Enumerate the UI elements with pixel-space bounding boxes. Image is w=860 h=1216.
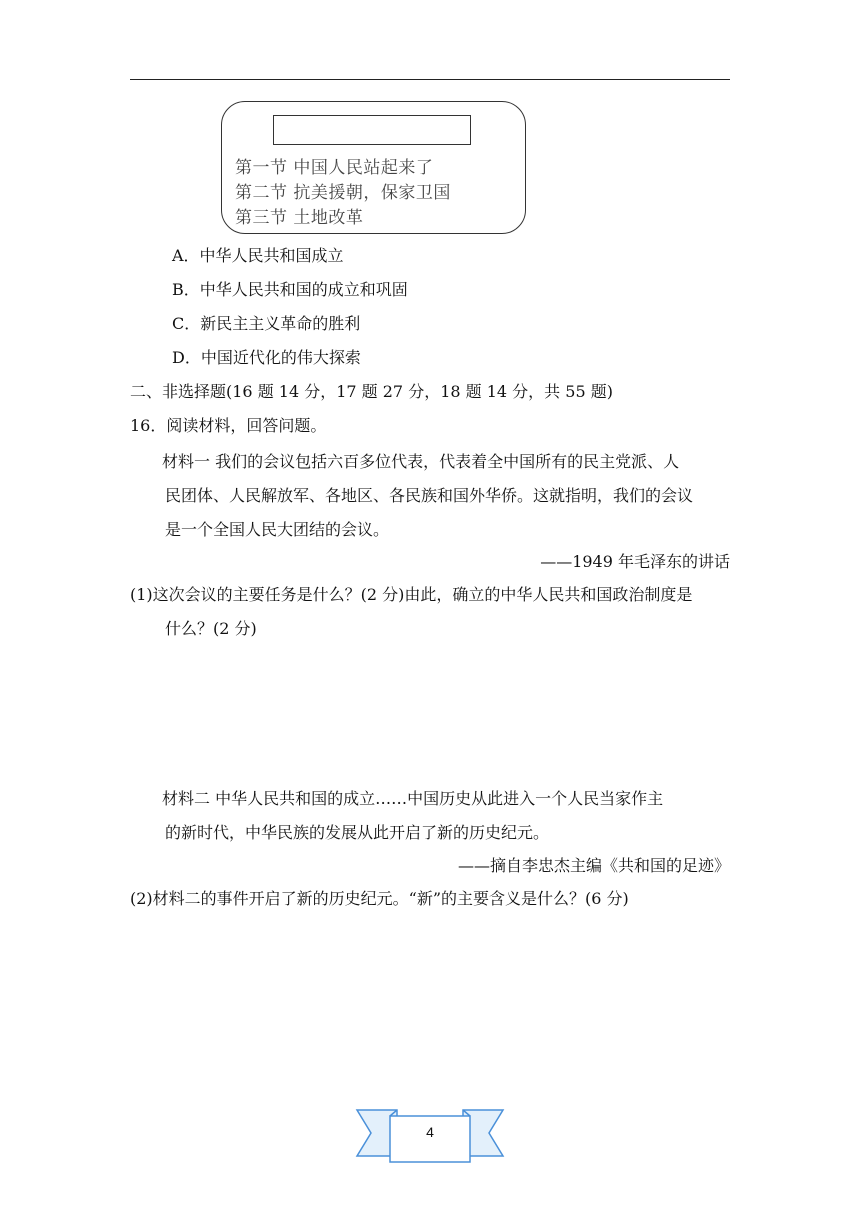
option-b: B．中华人民共和国的成立和巩固 [172,280,408,299]
section-header: 二、非选择题(16 题 14 分，17 题 27 分，18 题 14 分，共 55 题) [130,382,613,401]
subquestion-1-line-1: (1)这次会议的主要任务是什么？(2 分)由此，确立的中华人民共和国政治制度是 [130,585,693,604]
material-2-line-1: 材料二 中华人民共和国的成立……中国历史从此进入一个人民当家作主 [162,789,664,808]
material-2-source: ——摘自李忠杰主编《共和国的足迹》 [457,856,730,875]
material-1-line-3: 是一个全国人民大团结的会议。 [165,520,390,539]
material-2-line-2: 的新时代，中华民族的发展从此开启了新的历史纪元。 [165,823,550,842]
outline-section-3: 第三节 土地改革 [235,208,364,228]
option-c: C．新民主主义革命的胜利 [172,314,361,333]
header-rule [130,79,730,80]
material-1-line-2: 民团体、人民解放军、各地区、各民族和国外华侨。这就指明，我们的会议 [165,486,694,505]
material-1-source: ——1949 年毛泽东的讲话 [540,552,730,571]
page-number-ribbon [355,1106,505,1164]
subquestion-2: (2)材料二的事件开启了新的历史纪元。“新”的主要含义是什么？(6 分) [130,889,629,908]
question-16-title: 16．阅读材料，回答问题。 [130,416,327,435]
subquestion-1-line-2: 什么？(2 分) [165,619,257,638]
option-d: D．中国近代化的伟大探索 [172,348,361,367]
chapter-outline-box [221,101,526,234]
outline-section-2: 第二节 抗美援朝，保家卫国 [235,183,451,203]
chapter-title-blank [273,115,471,145]
material-1-line-1: 材料一 我们的会议包括六百多位代表，代表着全中国所有的民主党派、人 [162,452,680,471]
option-a: A．中华人民共和国成立 [172,246,344,265]
outline-section-1: 第一节 中国人民站起来了 [235,158,434,178]
page-number: 4 [426,1124,434,1140]
